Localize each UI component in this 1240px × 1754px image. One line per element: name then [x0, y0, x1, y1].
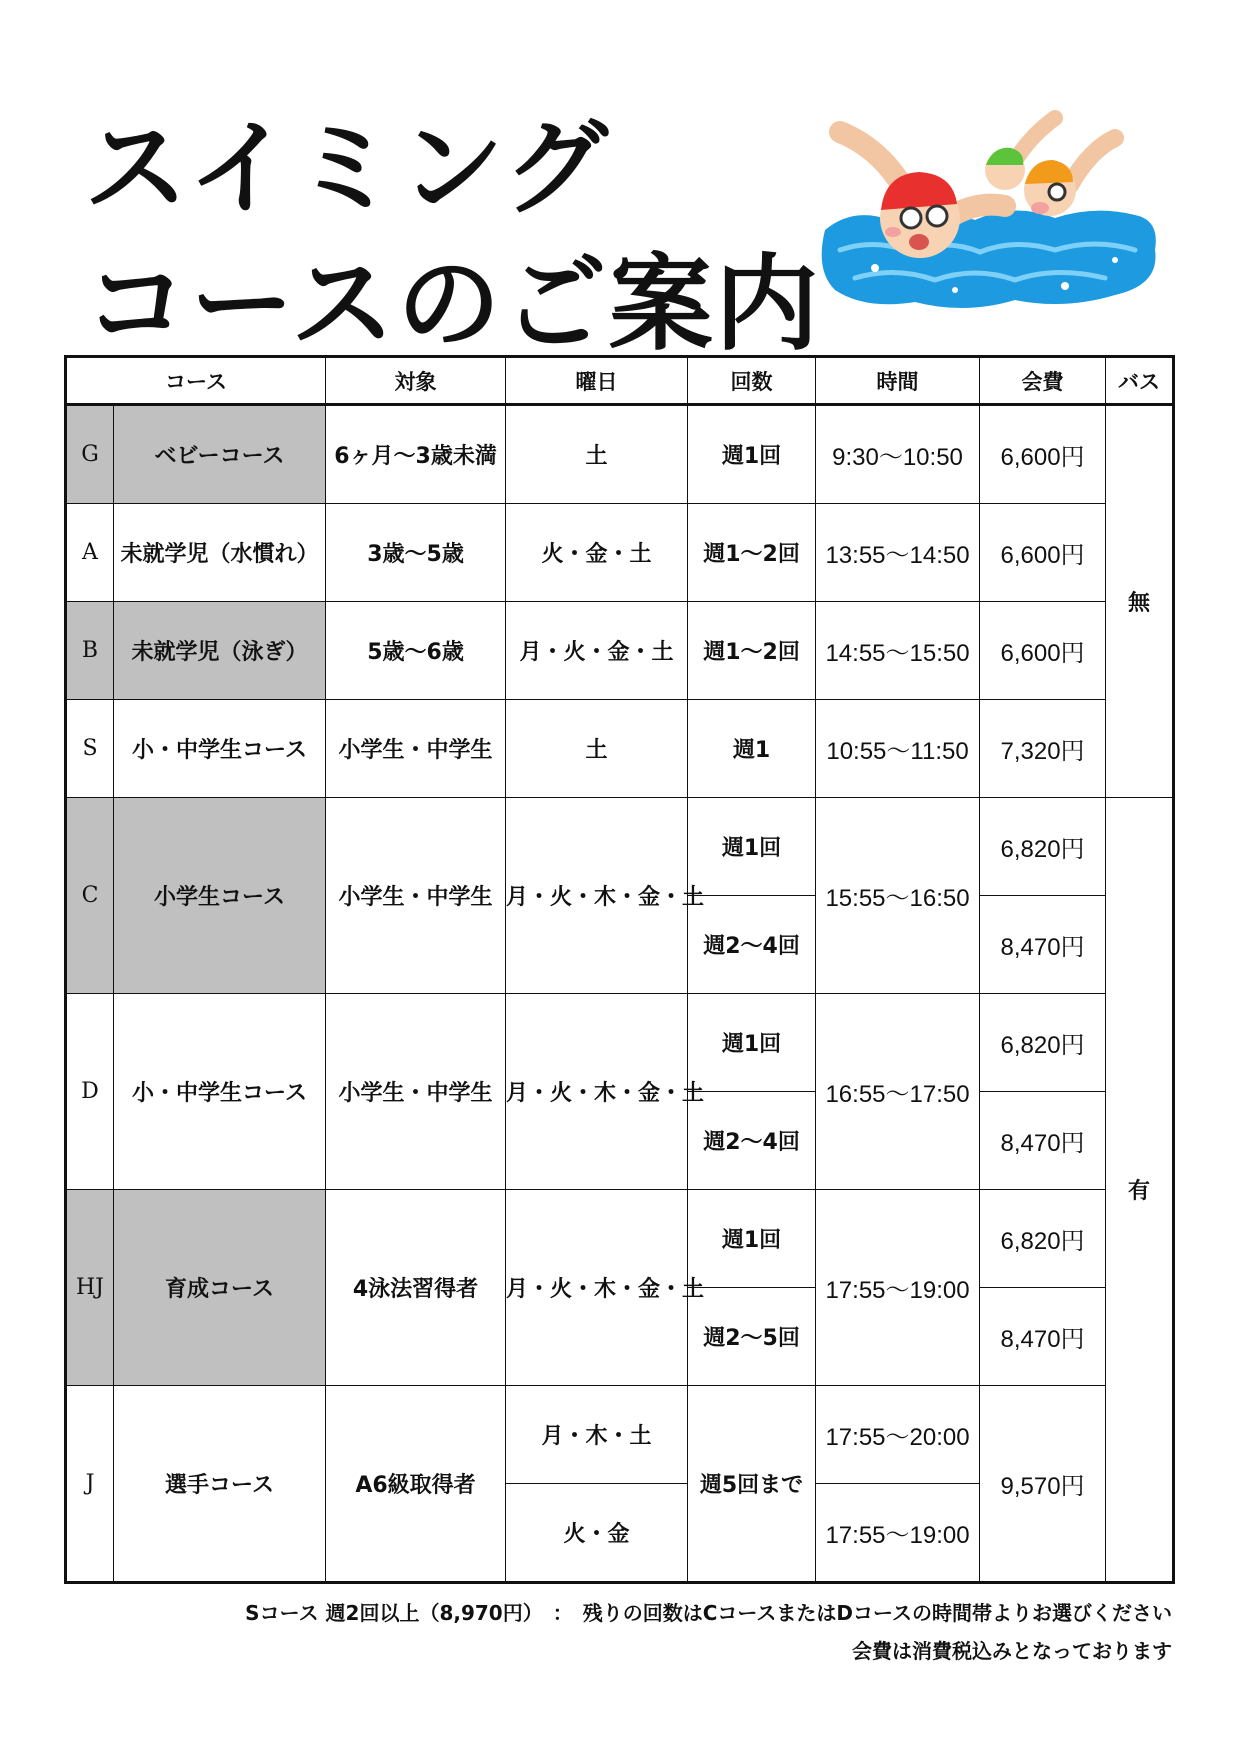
table-row	[66, 798, 1174, 896]
course-hours: 10:55～11:50	[816, 700, 980, 798]
course-name: 育成コース	[114, 1190, 326, 1386]
course-days: 火・金・土	[506, 504, 688, 602]
header-fee: 会費	[980, 357, 1106, 405]
table-row	[66, 994, 1174, 1092]
table-row	[66, 405, 1174, 504]
course-name: 選手コース	[114, 1386, 326, 1583]
course-times: 週2～4回	[688, 896, 816, 994]
course-schedule-table	[64, 355, 1175, 1584]
course-times: 週1回	[688, 994, 816, 1092]
course-name: ベビーコース	[114, 405, 326, 504]
course-fee: 8,470円	[980, 1092, 1106, 1190]
header-course: コース	[66, 357, 326, 405]
swimmers-illustration-icon	[815, 110, 1165, 320]
course-fee: 7,320円	[980, 700, 1106, 798]
table-row	[66, 1190, 1174, 1288]
table-row	[66, 700, 1174, 798]
header-bus: バス	[1106, 357, 1174, 405]
course-fee: 6,820円	[980, 798, 1106, 896]
course-days: 月・火・木・金・土	[506, 798, 688, 994]
course-code: D	[66, 994, 114, 1190]
course-days: 土	[506, 700, 688, 798]
title-line-2: コースのご案内	[84, 243, 821, 365]
course-target: A6級取得者	[326, 1386, 506, 1583]
header-times: 回数	[688, 357, 816, 405]
course-fee: 6,820円	[980, 994, 1106, 1092]
course-name: 小・中学生コース	[114, 994, 326, 1190]
course-target: 6ヶ月～3歳未満	[326, 405, 506, 504]
course-code: S	[66, 700, 114, 798]
course-hours: 17:55～19:00	[816, 1484, 980, 1583]
course-times: 週2～5回	[688, 1288, 816, 1386]
course-times: 週1	[688, 700, 816, 798]
course-code: G	[66, 405, 114, 504]
course-hours: 14:55～15:50	[816, 602, 980, 700]
footnote-tax: 会費は消費税込みとなっております	[852, 1639, 1172, 1663]
course-fee: 6,600円	[980, 504, 1106, 602]
course-hours: 16:55～17:50	[816, 994, 980, 1190]
course-fee: 6,820円	[980, 1190, 1106, 1288]
course-target: 5歳～6歳	[326, 602, 506, 700]
course-days: 月・木・土	[506, 1386, 688, 1484]
course-fee: 8,470円	[980, 896, 1106, 994]
course-times: 週1回	[688, 798, 816, 896]
course-times: 週1回	[688, 405, 816, 504]
bus-yes: 有	[1106, 798, 1174, 1583]
header-target: 対象	[326, 357, 506, 405]
course-code: B	[66, 602, 114, 700]
course-days: 月・火・金・土	[506, 602, 688, 700]
course-target: 小学生・中学生	[326, 798, 506, 994]
course-name: 小学生コース	[114, 798, 326, 994]
header-days: 曜日	[506, 357, 688, 405]
course-hours: 17:55～20:00	[816, 1386, 980, 1484]
bus-none: 無	[1106, 405, 1174, 798]
course-days: 火・金	[506, 1484, 688, 1583]
table-row	[66, 1386, 1174, 1484]
course-code: C	[66, 798, 114, 994]
course-target: 小学生・中学生	[326, 700, 506, 798]
course-code: A	[66, 504, 114, 602]
course-fee: 6,600円	[980, 602, 1106, 700]
header-hours: 時間	[816, 357, 980, 405]
course-target: 4泳法習得者	[326, 1190, 506, 1386]
course-times: 週1回	[688, 1190, 816, 1288]
course-days: 月・火・木・金・土	[506, 994, 688, 1190]
table-row	[66, 504, 1174, 602]
course-target: 3歳～5歳	[326, 504, 506, 602]
course-times: 週1～2回	[688, 504, 816, 602]
table-header-row	[66, 357, 1174, 405]
course-code: J	[66, 1386, 114, 1583]
course-code: HJ	[66, 1190, 114, 1386]
course-days: 月・火・木・金・土	[506, 1190, 688, 1386]
footnotes	[245, 1594, 1172, 1670]
course-hours: 9:30～10:50	[816, 405, 980, 504]
table-row	[66, 602, 1174, 700]
course-times: 週5回まで	[688, 1386, 816, 1583]
course-target: 小学生・中学生	[326, 994, 506, 1190]
course-times: 週1～2回	[688, 602, 816, 700]
course-name: 未就学児（泳ぎ）	[114, 602, 326, 700]
course-hours: 13:55～14:50	[816, 504, 980, 602]
course-name: 未就学児（水慣れ）	[114, 504, 326, 602]
course-hours: 15:55～16:50	[816, 798, 980, 994]
course-times: 週2～4回	[688, 1092, 816, 1190]
course-name: 小・中学生コース	[114, 700, 326, 798]
title-line-1: スイミング	[84, 107, 610, 229]
course-fee: 6,600円	[980, 405, 1106, 504]
course-days: 土	[506, 405, 688, 504]
course-hours: 17:55～19:00	[816, 1190, 980, 1386]
page-title	[84, 100, 821, 372]
footnote-s-course: Sコース 週2回以上（8,970円） ： 残りの回数はCコースまたはDコースの時間帯よりお選びください	[245, 1601, 1172, 1625]
course-fee: 9,570円	[980, 1386, 1106, 1583]
course-fee: 8,470円	[980, 1288, 1106, 1386]
